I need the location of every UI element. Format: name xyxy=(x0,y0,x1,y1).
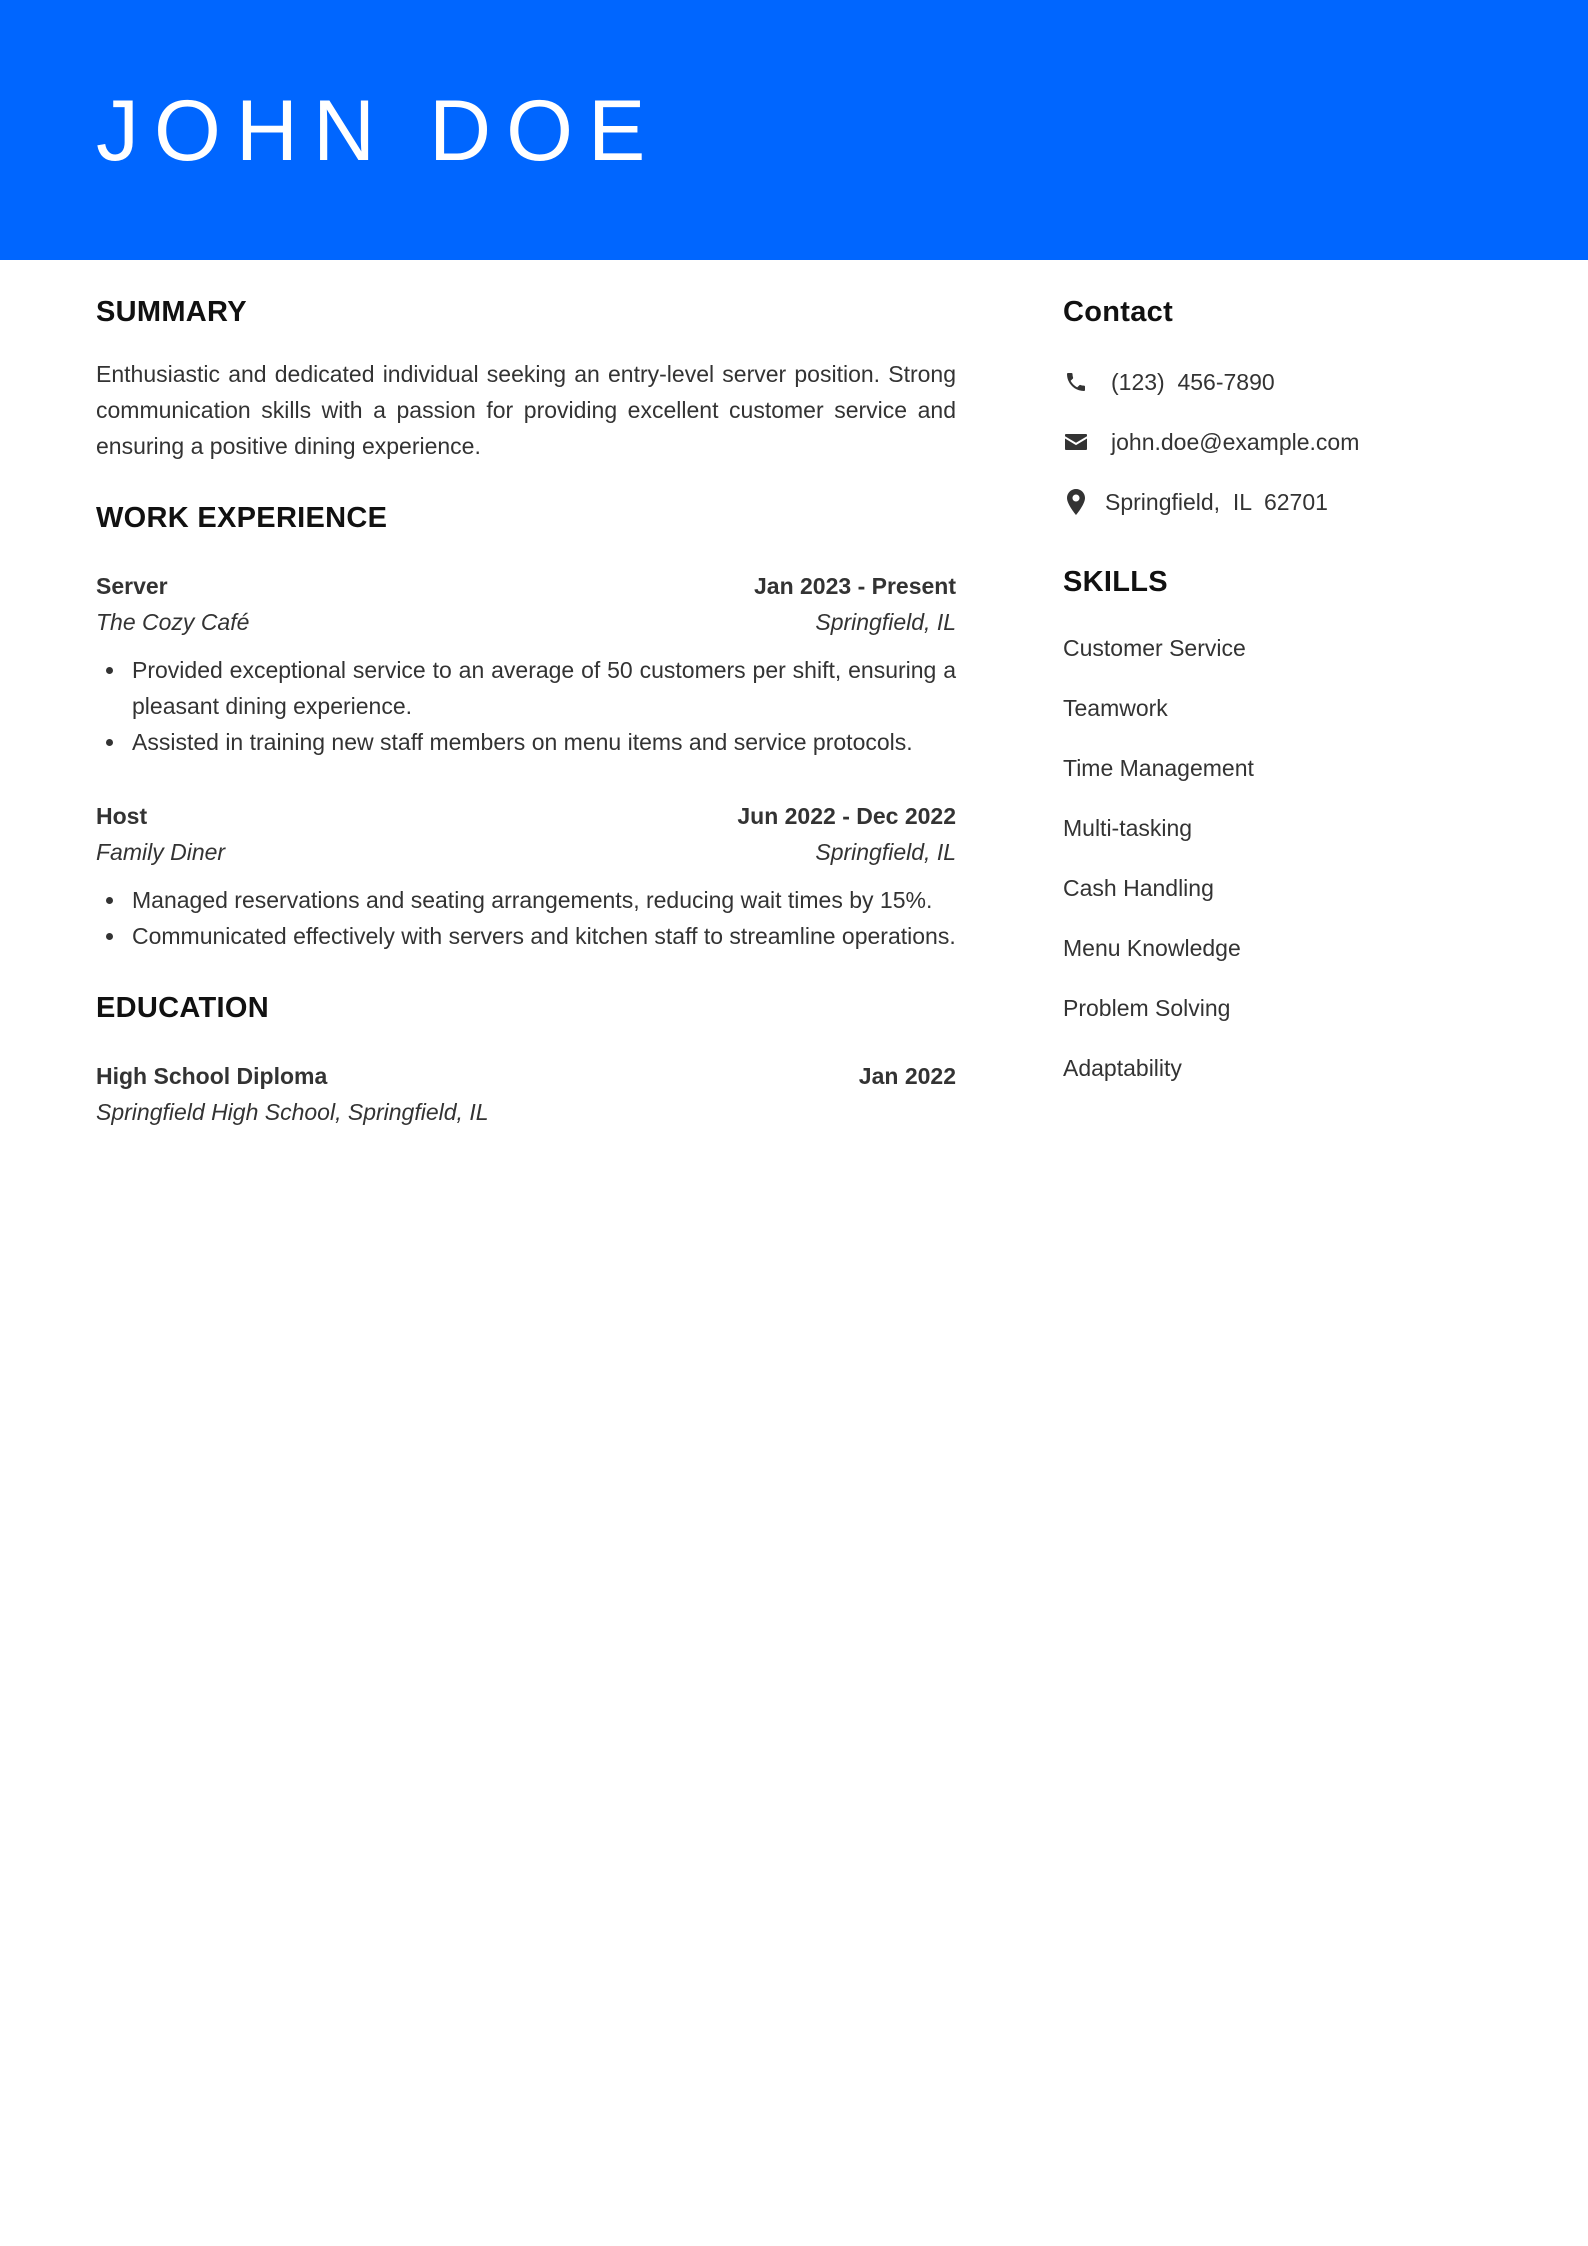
skill-item: Cash Handling xyxy=(1063,875,1214,901)
sidebar-column xyxy=(1063,294,1503,1110)
skill-item: Teamwork xyxy=(1063,695,1168,721)
map-marker-icon xyxy=(1063,489,1089,515)
main-column xyxy=(96,294,956,1130)
job-bullets xyxy=(96,882,956,954)
skills-list xyxy=(1063,630,1503,1086)
job-dates: Jun 2022 - Dec 2022 xyxy=(737,803,956,829)
summary-heading: SUMMARY xyxy=(96,296,247,328)
contact-phone-text: (123) 456-7890 xyxy=(1111,368,1275,395)
job-location: Springfield, IL xyxy=(815,609,956,635)
skill-item: Menu Knowledge xyxy=(1063,935,1241,961)
phone-icon xyxy=(1063,369,1089,395)
contact-email xyxy=(1063,424,1503,460)
job-role: Server xyxy=(96,573,168,599)
skill-item: Adaptability xyxy=(1063,1055,1182,1081)
contact-list xyxy=(1063,364,1503,520)
job-bullets xyxy=(96,652,956,760)
header-banner xyxy=(0,0,1588,260)
contact-address-text: Springfield, IL 62701 xyxy=(1105,488,1328,515)
job-company: The Cozy Café xyxy=(96,609,250,635)
job-entry xyxy=(96,798,956,954)
skill-item: Problem Solving xyxy=(1063,995,1231,1021)
education-heading: EDUCATION xyxy=(96,992,269,1024)
job-role: Host xyxy=(96,803,148,829)
skill-item: Time Management xyxy=(1063,755,1254,781)
job-bullet: Assisted in training new staff members on menu items and service protocols. xyxy=(132,724,956,760)
summary-text: Enthusiastic and dedicated individual seeking an entry-level server position. Strong communication skills with a passion for providing excellent customer service and ensuring a positive dining experience. xyxy=(96,361,956,459)
job-company: Family Diner xyxy=(96,839,226,865)
skill-item: Multi-tasking xyxy=(1063,815,1193,841)
contact-address xyxy=(1063,484,1503,520)
job-bullet: Managed reservations and seating arrangements, reducing wait times by 15%. xyxy=(132,882,956,918)
education-school: Springfield High School, Springfield, IL xyxy=(96,1099,489,1125)
job-bullet: Provided exceptional service to an average of 50 customers per shift, ensuring a pleasant dining experience. xyxy=(132,652,956,724)
education-date: Jan 2022 xyxy=(858,1063,956,1089)
contact-phone xyxy=(1063,364,1503,400)
skills-heading: SKILLS xyxy=(1063,566,1168,598)
job-dates: Jan 2023 - Present xyxy=(753,573,956,599)
job-entry xyxy=(96,568,956,760)
education-entry xyxy=(96,1058,956,1130)
envelope-icon xyxy=(1063,429,1089,455)
work-experience-heading: WORK EXPERIENCE xyxy=(96,502,388,534)
education-degree: High School Diploma xyxy=(96,1063,328,1089)
job-bullet: Communicated effectively with servers and kitchen staff to streamline operations. xyxy=(132,918,956,954)
contact-heading: Contact xyxy=(1063,296,1174,328)
skill-item: Customer Service xyxy=(1063,635,1246,661)
job-location: Springfield, IL xyxy=(815,839,956,865)
contact-email-text: john.doe@example.com xyxy=(1111,428,1360,455)
candidate-name: JOHN DOE xyxy=(96,83,661,179)
